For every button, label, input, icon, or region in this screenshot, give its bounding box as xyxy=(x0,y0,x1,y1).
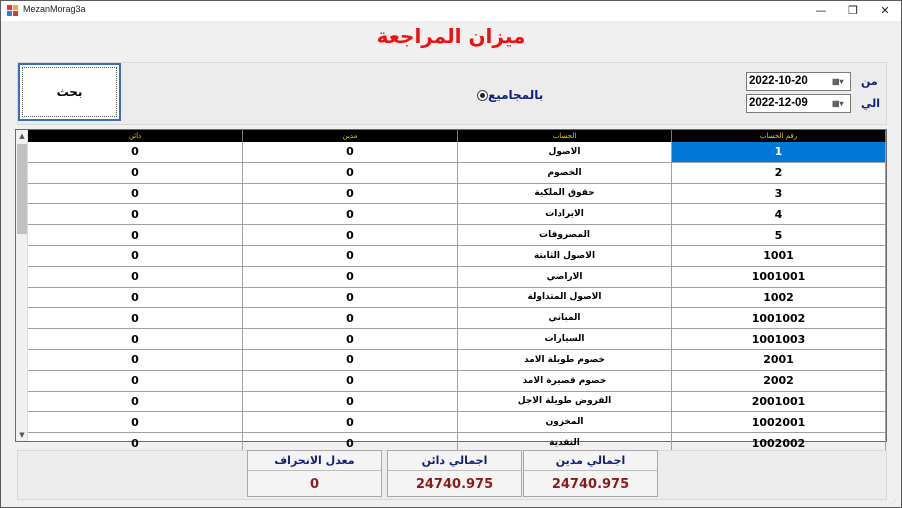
vertical-scrollbar[interactable] xyxy=(16,130,28,441)
table-row[interactable] xyxy=(28,412,886,433)
account-number-cell[interactable]: 1 xyxy=(672,142,886,162)
account-name-cell[interactable]: الاصول xyxy=(458,142,672,162)
table-row[interactable] xyxy=(28,267,886,288)
account-name-cell[interactable]: خصوم قصيرة الامد xyxy=(458,371,672,391)
debit-cell[interactable]: 0 xyxy=(243,288,458,308)
account-number-cell[interactable]: 2001 xyxy=(672,350,886,370)
account-name-cell[interactable]: الخصوم xyxy=(458,163,672,183)
minimize-button[interactable]: — xyxy=(815,4,827,17)
radio-selected-icon[interactable] xyxy=(477,90,488,101)
table-row[interactable] xyxy=(28,142,886,163)
close-button[interactable]: ✕ xyxy=(880,4,890,17)
debit-cell[interactable]: 0 xyxy=(243,308,458,328)
deviation-label: معدل الانحراف xyxy=(248,451,381,471)
from-label: من xyxy=(861,75,878,88)
column-header-debit[interactable]: مدين xyxy=(243,130,458,142)
table-row[interactable] xyxy=(28,204,886,225)
account-name-cell[interactable]: الايرادات xyxy=(458,204,672,224)
debit-cell[interactable]: 0 xyxy=(243,184,458,204)
table-row[interactable] xyxy=(28,371,886,392)
account-number-cell[interactable]: 1002 xyxy=(672,288,886,308)
calendar-dropdown-icon[interactable]: ▦▾ xyxy=(832,99,844,108)
focus-outline xyxy=(22,67,117,117)
account-name-cell[interactable]: القروض طويلة الاجل xyxy=(458,392,672,412)
debit-cell[interactable]: 0 xyxy=(243,225,458,245)
credit-cell[interactable]: 0 xyxy=(28,225,243,245)
account-number-cell[interactable]: 1001003 xyxy=(672,329,886,349)
scroll-down-icon[interactable]: ▼ xyxy=(19,431,25,439)
maximize-button[interactable]: ❐ xyxy=(848,4,858,17)
credit-cell[interactable]: 0 xyxy=(28,308,243,328)
account-number-cell[interactable]: 5 xyxy=(672,225,886,245)
credit-cell[interactable]: 0 xyxy=(28,267,243,287)
account-number-cell[interactable]: 1001002 xyxy=(672,308,886,328)
app-icon xyxy=(7,5,19,17)
to-date-picker[interactable] xyxy=(746,94,851,113)
trial-balance-grid[interactable] xyxy=(15,129,887,450)
column-header-account-number[interactable]: رقم الحساب xyxy=(672,130,886,142)
column-header-account[interactable]: الحساب xyxy=(458,130,672,142)
account-number-cell[interactable]: 1001 xyxy=(672,246,886,266)
to-date-value: 2022-12-09 xyxy=(749,97,808,109)
account-number-cell[interactable]: 1001001 xyxy=(672,267,886,287)
account-name-cell[interactable]: المباني xyxy=(458,308,672,328)
total-credit-label: اجمالي دائن xyxy=(388,451,521,471)
search-button-label: بحث xyxy=(56,85,83,99)
account-name-cell[interactable]: الاراضي xyxy=(458,267,672,287)
account-name-cell[interactable]: السيارات xyxy=(458,329,672,349)
account-number-cell[interactable]: 2 xyxy=(672,163,886,183)
debit-cell[interactable]: 0 xyxy=(243,412,458,432)
scroll-thumb[interactable] xyxy=(17,144,27,234)
account-number-cell[interactable]: 2001001 xyxy=(672,392,886,412)
table-row[interactable] xyxy=(28,392,886,413)
credit-cell[interactable]: 0 xyxy=(28,371,243,391)
grid-header xyxy=(28,130,886,142)
debit-cell[interactable]: 0 xyxy=(243,433,458,453)
deviation-box xyxy=(247,450,382,497)
credit-cell[interactable]: 0 xyxy=(28,392,243,412)
scroll-up-icon[interactable]: ▲ xyxy=(19,132,25,140)
table-row[interactable] xyxy=(28,329,886,350)
account-number-cell[interactable]: 4 xyxy=(672,204,886,224)
debit-cell[interactable]: 0 xyxy=(243,204,458,224)
search-button[interactable] xyxy=(18,63,121,121)
deviation-value: 0 xyxy=(309,477,320,492)
account-name-cell[interactable]: النقدية xyxy=(458,433,672,453)
grid-body xyxy=(28,142,886,454)
from-date-value: 2022-10-20 xyxy=(749,75,808,87)
table-row[interactable] xyxy=(28,350,886,371)
account-number-cell[interactable]: 3 xyxy=(672,184,886,204)
account-number-cell[interactable]: 1002002 xyxy=(672,433,886,453)
window-title: MezanMorag3a xyxy=(23,4,86,14)
account-name-cell[interactable]: حقوق الملكية xyxy=(458,184,672,204)
table-row[interactable] xyxy=(28,225,886,246)
table-row[interactable] xyxy=(28,308,886,329)
credit-cell[interactable]: 0 xyxy=(28,412,243,432)
credit-cell[interactable]: 0 xyxy=(28,163,243,183)
totals-radio-label: بالمجاميع xyxy=(488,88,544,102)
debit-cell[interactable]: 0 xyxy=(243,350,458,370)
debit-cell[interactable]: 0 xyxy=(243,267,458,287)
total-debit-label: اجمالي مدين xyxy=(524,451,657,471)
credit-cell[interactable]: 0 xyxy=(28,142,243,162)
table-row[interactable] xyxy=(28,288,886,309)
account-number-cell[interactable]: 2002 xyxy=(672,371,886,391)
total-debit-box xyxy=(523,450,658,497)
debit-cell[interactable]: 0 xyxy=(243,246,458,266)
credit-cell[interactable]: 0 xyxy=(28,184,243,204)
credit-cell[interactable]: 0 xyxy=(28,350,243,370)
account-name-cell[interactable]: خصوم طويلة الامد xyxy=(458,350,672,370)
credit-cell[interactable]: 0 xyxy=(28,204,243,224)
calendar-dropdown-icon[interactable]: ▦▾ xyxy=(832,77,844,86)
account-number-cell[interactable]: 1002001 xyxy=(672,412,886,432)
account-name-cell[interactable]: الاصول الثابتة xyxy=(458,246,672,266)
total-credit-box xyxy=(387,450,522,497)
table-row[interactable] xyxy=(28,246,886,267)
column-header-credit[interactable]: دائن xyxy=(28,130,243,142)
credit-cell[interactable]: 0 xyxy=(28,329,243,349)
title-bar xyxy=(1,1,901,21)
page-title: ميزان المراجعة xyxy=(376,24,526,48)
account-name-cell[interactable]: المخزون xyxy=(458,412,672,432)
totals-radio[interactable] xyxy=(471,88,543,102)
table-row[interactable] xyxy=(28,184,886,205)
debit-cell[interactable]: 0 xyxy=(243,371,458,391)
debit-cell[interactable]: 0 xyxy=(243,142,458,162)
table-row[interactable] xyxy=(28,163,886,184)
total-credit-value: 24740.975 xyxy=(415,477,494,492)
credit-cell[interactable]: 0 xyxy=(28,433,243,453)
account-name-cell[interactable]: المصروفات xyxy=(458,225,672,245)
total-debit-value: 24740.975 xyxy=(551,477,630,492)
debit-cell[interactable]: 0 xyxy=(243,392,458,412)
account-name-cell[interactable]: الاصول المتداولة xyxy=(458,288,672,308)
credit-cell[interactable]: 0 xyxy=(28,246,243,266)
debit-cell[interactable]: 0 xyxy=(243,329,458,349)
resize-grip-icon[interactable]: ⋰ xyxy=(892,497,898,504)
debit-cell[interactable]: 0 xyxy=(243,163,458,183)
credit-cell[interactable]: 0 xyxy=(28,288,243,308)
to-label: الي xyxy=(861,97,881,110)
from-date-picker[interactable] xyxy=(746,72,851,91)
